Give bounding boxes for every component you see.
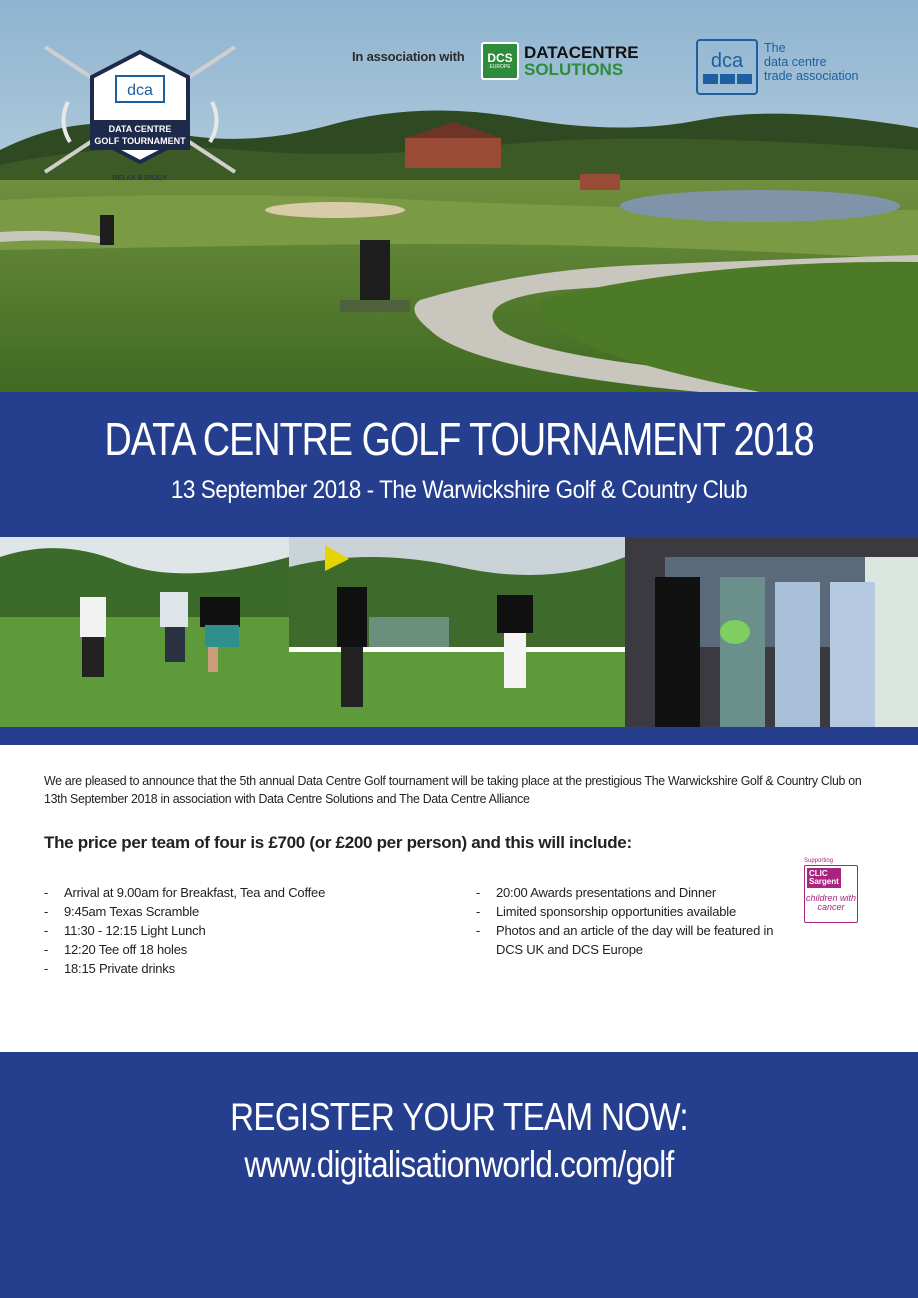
- list-item: - Photos and an article of the day will be featured in DCS UK and DCS Europe: [476, 921, 796, 959]
- event-date-venue: 13 September 2018 - The Warwickshire Golf & Country Club: [170, 476, 748, 504]
- charity-tagline: children with cancer: [805, 893, 857, 912]
- tournament-badge-logo: [40, 42, 240, 192]
- badge-line2: GOLF TOURNAMENT: [94, 136, 186, 146]
- list-item: - Limited sponsorship opportunities available: [476, 902, 796, 921]
- photo-golfers-tee: [0, 537, 289, 727]
- register-heading: REGISTER YOUR TEAM NOW:: [230, 1096, 688, 1139]
- divider-band: [0, 727, 918, 745]
- intro-paragraph: We are pleased to announce that the 5th annual Data Centre Golf tournament will be taking place at the prestigious The Warwickshire Golf & Country Club on 13th September 2018 in association with Data Centre Solutions and The Data Centre Alliance: [44, 773, 862, 806]
- dcs-word-solutions: SOLUTIONS: [524, 60, 624, 79]
- list-item: - 20:00 Awards presentations and Dinner: [476, 883, 796, 902]
- price-line: The price per team of four is £700 (or £200 per person) and this will include:: [44, 833, 632, 852]
- photo-strip: [0, 537, 918, 727]
- photo-golfers-putting: [289, 537, 625, 727]
- badge-line1: DATA CENTRE: [108, 124, 172, 134]
- dcs-box-subtext: EUROPE: [489, 63, 511, 70]
- dcs-logo: [481, 42, 639, 80]
- clic-sargent-logo: [804, 858, 858, 923]
- dca-text-line2: data centre: [764, 55, 827, 69]
- charity-supporting-label: Supporting: [804, 858, 834, 864]
- hero-golf-course-photo: [0, 0, 918, 392]
- dcs-box: [481, 42, 519, 80]
- dca-text-line3: trade association: [764, 69, 859, 83]
- badge-dca-mark: dca: [127, 82, 153, 99]
- dca-mark: dca: [710, 49, 744, 72]
- page-title: DATA CENTRE GOLF TOURNAMENT 2018: [104, 413, 814, 465]
- association-label: In association with: [352, 49, 465, 64]
- schedule-list-left: [44, 883, 444, 978]
- list-item: - Arrival at 9.00am for Breakfast, Tea and Coffee: [44, 883, 444, 902]
- register-url-link[interactable]: www.digitalisationworld.com/golf: [244, 1144, 674, 1185]
- dca-text-line1: The: [764, 41, 786, 55]
- dcs-word-datacentre: DATACENTRE: [524, 43, 639, 62]
- register-banner: [0, 1052, 918, 1298]
- schedule-list-right: [476, 883, 796, 959]
- title-banner: [0, 392, 918, 537]
- charity-name: CLIC Sargent: [807, 868, 841, 888]
- dcs-box-text: DCS: [487, 50, 513, 65]
- list-item: - 9:45am Texas Scramble: [44, 902, 444, 921]
- list-item: - 12:20 Tee off 18 holes: [44, 940, 444, 959]
- list-item: - 18:15 Private drinks: [44, 959, 444, 978]
- badge-motto: RELAX & ENJOY: [112, 175, 168, 182]
- dca-box: [696, 39, 758, 95]
- photo-award-presentation: [625, 537, 918, 727]
- list-item: - 11:30 - 12:15 Light Lunch: [44, 921, 444, 940]
- dca-logo: [696, 39, 859, 95]
